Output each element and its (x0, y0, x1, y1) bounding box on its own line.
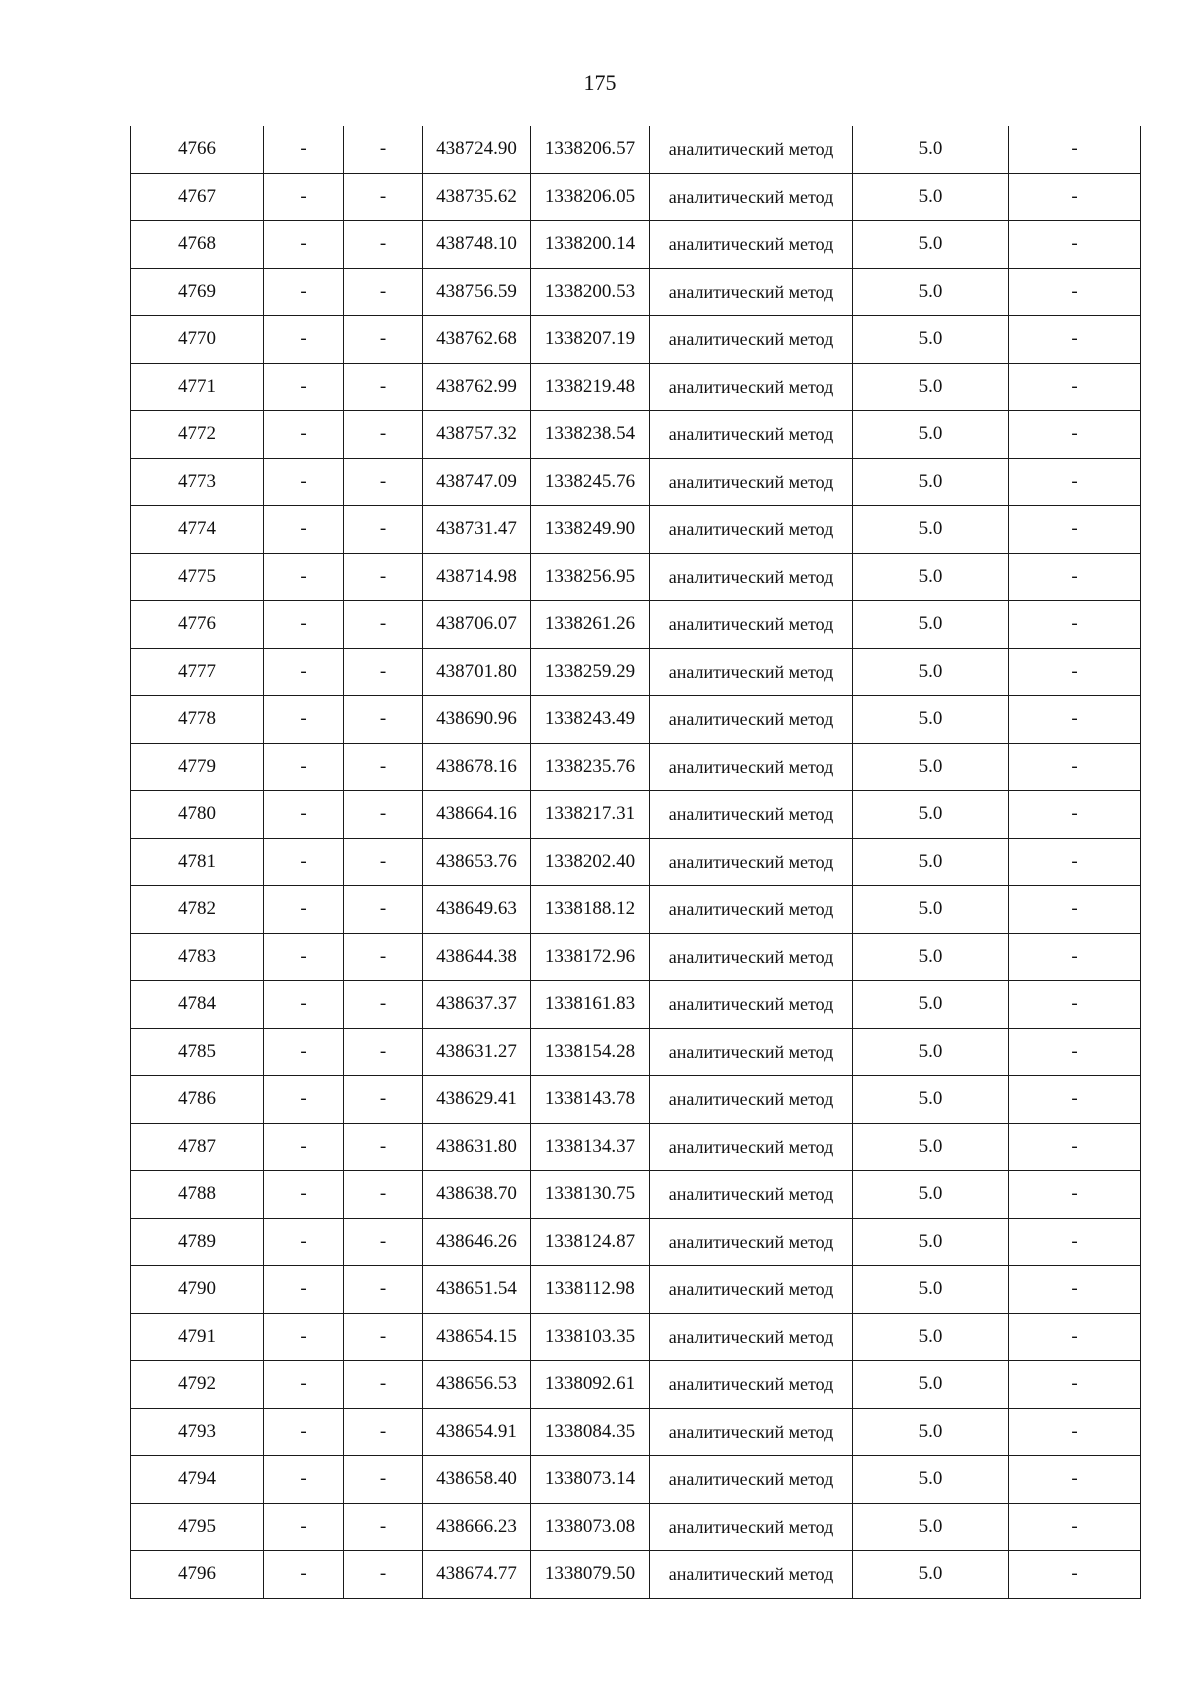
dash-cell: - (344, 1218, 423, 1266)
dash-cell: - (344, 696, 423, 744)
dash-cell: - (344, 1123, 423, 1171)
y-coordinate-cell: 1338243.49 (531, 696, 650, 744)
accuracy-cell: 5.0 (853, 743, 1009, 791)
x-coordinate-cell: 438690.96 (423, 696, 531, 744)
point-number-cell: 4781 (131, 838, 264, 886)
y-coordinate-cell: 1338079.50 (531, 1551, 650, 1599)
dash-cell: - (264, 268, 344, 316)
accuracy-cell: 5.0 (853, 221, 1009, 269)
accuracy-cell: 5.0 (853, 316, 1009, 364)
y-coordinate-cell: 1338259.29 (531, 648, 650, 696)
dash-cell: - (264, 838, 344, 886)
table-row (131, 221, 1141, 269)
dash-cell: - (1009, 1313, 1141, 1361)
dash-cell: - (1009, 458, 1141, 506)
method-cell: аналитический метод (650, 1551, 853, 1599)
table-row (131, 648, 1141, 696)
x-coordinate-cell: 438651.54 (423, 1266, 531, 1314)
dash-cell: - (264, 696, 344, 744)
point-number-cell: 4782 (131, 886, 264, 934)
dash-cell: - (1009, 221, 1141, 269)
point-number-cell: 4796 (131, 1551, 264, 1599)
method-cell: аналитический метод (650, 506, 853, 554)
dash-cell: - (1009, 1218, 1141, 1266)
method-cell: аналитический метод (650, 1503, 853, 1551)
dash-cell: - (1009, 126, 1141, 173)
accuracy-cell: 5.0 (853, 1123, 1009, 1171)
dash-cell: - (1009, 1266, 1141, 1314)
accuracy-cell: 5.0 (853, 1218, 1009, 1266)
table-row (131, 363, 1141, 411)
method-cell: аналитический метод (650, 411, 853, 459)
y-coordinate-cell: 1338172.96 (531, 933, 650, 981)
point-number-cell: 4774 (131, 506, 264, 554)
dash-cell: - (344, 1313, 423, 1361)
point-number-cell: 4787 (131, 1123, 264, 1171)
y-coordinate-cell: 1338188.12 (531, 886, 650, 934)
table-row (131, 411, 1141, 459)
x-coordinate-cell: 438756.59 (423, 268, 531, 316)
dash-cell: - (1009, 648, 1141, 696)
x-coordinate-cell: 438724.90 (423, 126, 531, 173)
table-row (131, 173, 1141, 221)
accuracy-cell: 5.0 (853, 1551, 1009, 1599)
dash-cell: - (1009, 1028, 1141, 1076)
dash-cell: - (344, 363, 423, 411)
dash-cell: - (344, 1171, 423, 1219)
accuracy-cell: 5.0 (853, 1361, 1009, 1409)
table-row (131, 1266, 1141, 1314)
dash-cell: - (264, 1028, 344, 1076)
accuracy-cell: 5.0 (853, 933, 1009, 981)
dash-cell: - (1009, 1076, 1141, 1124)
table-row (131, 458, 1141, 506)
dash-cell: - (264, 1123, 344, 1171)
dash-cell: - (344, 981, 423, 1029)
dash-cell: - (1009, 886, 1141, 934)
table-row (131, 506, 1141, 554)
y-coordinate-cell: 1338219.48 (531, 363, 650, 411)
dash-cell: - (344, 126, 423, 173)
dash-cell: - (264, 1171, 344, 1219)
point-number-cell: 4783 (131, 933, 264, 981)
x-coordinate-cell: 438747.09 (423, 458, 531, 506)
table-row (131, 743, 1141, 791)
dash-cell: - (344, 791, 423, 839)
accuracy-cell: 5.0 (853, 791, 1009, 839)
x-coordinate-cell: 438762.99 (423, 363, 531, 411)
dash-cell: - (344, 1408, 423, 1456)
dash-cell: - (1009, 838, 1141, 886)
x-coordinate-cell: 438674.77 (423, 1551, 531, 1599)
table-row (131, 1028, 1141, 1076)
table-row (131, 126, 1141, 173)
accuracy-cell: 5.0 (853, 1456, 1009, 1504)
dash-cell: - (1009, 1408, 1141, 1456)
dash-cell: - (344, 1028, 423, 1076)
dash-cell: - (264, 173, 344, 221)
dash-cell: - (344, 1503, 423, 1551)
table-row (131, 601, 1141, 649)
point-number-cell: 4778 (131, 696, 264, 744)
method-cell: аналитический метод (650, 458, 853, 506)
dash-cell: - (264, 553, 344, 601)
accuracy-cell: 5.0 (853, 838, 1009, 886)
method-cell: аналитический метод (650, 553, 853, 601)
accuracy-cell: 5.0 (853, 648, 1009, 696)
method-cell: аналитический метод (650, 173, 853, 221)
accuracy-cell: 5.0 (853, 981, 1009, 1029)
dash-cell: - (264, 411, 344, 459)
y-coordinate-cell: 1338084.35 (531, 1408, 650, 1456)
y-coordinate-cell: 1338161.83 (531, 981, 650, 1029)
dash-cell: - (264, 933, 344, 981)
dash-cell: - (344, 458, 423, 506)
table-row (131, 1218, 1141, 1266)
table-row (131, 933, 1141, 981)
dash-cell: - (264, 601, 344, 649)
table-body (131, 126, 1141, 1598)
dash-cell: - (1009, 791, 1141, 839)
table-row (131, 268, 1141, 316)
y-coordinate-cell: 1338238.54 (531, 411, 650, 459)
point-number-cell: 4789 (131, 1218, 264, 1266)
y-coordinate-cell: 1338154.28 (531, 1028, 650, 1076)
method-cell: аналитический метод (650, 648, 853, 696)
point-number-cell: 4775 (131, 553, 264, 601)
x-coordinate-cell: 438658.40 (423, 1456, 531, 1504)
dash-cell: - (264, 1266, 344, 1314)
y-coordinate-cell: 1338073.08 (531, 1503, 650, 1551)
method-cell: аналитический метод (650, 1028, 853, 1076)
x-coordinate-cell: 438666.23 (423, 1503, 531, 1551)
table-row (131, 1551, 1141, 1599)
accuracy-cell: 5.0 (853, 601, 1009, 649)
dash-cell: - (264, 648, 344, 696)
x-coordinate-cell: 438757.32 (423, 411, 531, 459)
dash-cell: - (264, 363, 344, 411)
table-row (131, 1408, 1141, 1456)
method-cell: аналитический метод (650, 1361, 853, 1409)
accuracy-cell: 5.0 (853, 696, 1009, 744)
dash-cell: - (344, 553, 423, 601)
y-coordinate-cell: 1338235.76 (531, 743, 650, 791)
y-coordinate-cell: 1338256.95 (531, 553, 650, 601)
x-coordinate-cell: 438631.27 (423, 1028, 531, 1076)
accuracy-cell: 5.0 (853, 1266, 1009, 1314)
accuracy-cell: 5.0 (853, 1028, 1009, 1076)
dash-cell: - (344, 316, 423, 364)
y-coordinate-cell: 1338130.75 (531, 1171, 650, 1219)
y-coordinate-cell: 1338103.35 (531, 1313, 650, 1361)
point-number-cell: 4779 (131, 743, 264, 791)
dash-cell: - (264, 1361, 344, 1409)
dash-cell: - (344, 173, 423, 221)
table-row (131, 1171, 1141, 1219)
dash-cell: - (344, 886, 423, 934)
dash-cell: - (344, 221, 423, 269)
accuracy-cell: 5.0 (853, 1313, 1009, 1361)
table-row (131, 553, 1141, 601)
dash-cell: - (264, 1218, 344, 1266)
method-cell: аналитический метод (650, 1218, 853, 1266)
dash-cell: - (1009, 506, 1141, 554)
dash-cell: - (344, 743, 423, 791)
y-coordinate-cell: 1338143.78 (531, 1076, 650, 1124)
method-cell: аналитический метод (650, 933, 853, 981)
x-coordinate-cell: 438678.16 (423, 743, 531, 791)
point-number-cell: 4784 (131, 981, 264, 1029)
y-coordinate-cell: 1338200.53 (531, 268, 650, 316)
accuracy-cell: 5.0 (853, 126, 1009, 173)
table-row (131, 1456, 1141, 1504)
method-cell: аналитический метод (650, 696, 853, 744)
point-number-cell: 4785 (131, 1028, 264, 1076)
y-coordinate-cell: 1338073.14 (531, 1456, 650, 1504)
dash-cell: - (344, 1361, 423, 1409)
y-coordinate-cell: 1338207.19 (531, 316, 650, 364)
dash-cell: - (1009, 1551, 1141, 1599)
point-number-cell: 4794 (131, 1456, 264, 1504)
y-coordinate-cell: 1338112.98 (531, 1266, 650, 1314)
table-row (131, 1313, 1141, 1361)
point-number-cell: 4772 (131, 411, 264, 459)
method-cell: аналитический метод (650, 886, 853, 934)
y-coordinate-cell: 1338249.90 (531, 506, 650, 554)
x-coordinate-cell: 438638.70 (423, 1171, 531, 1219)
point-number-cell: 4769 (131, 268, 264, 316)
accuracy-cell: 5.0 (853, 553, 1009, 601)
x-coordinate-cell: 438714.98 (423, 553, 531, 601)
accuracy-cell: 5.0 (853, 1076, 1009, 1124)
method-cell: аналитический метод (650, 1408, 853, 1456)
table-row (131, 981, 1141, 1029)
y-coordinate-cell: 1338134.37 (531, 1123, 650, 1171)
dash-cell: - (344, 933, 423, 981)
dash-cell: - (264, 1551, 344, 1599)
dash-cell: - (264, 791, 344, 839)
dash-cell: - (1009, 1361, 1141, 1409)
dash-cell: - (1009, 601, 1141, 649)
method-cell: аналитический метод (650, 1313, 853, 1361)
table-row (131, 1123, 1141, 1171)
method-cell: аналитический метод (650, 126, 853, 173)
point-number-cell: 4768 (131, 221, 264, 269)
point-number-cell: 4770 (131, 316, 264, 364)
dash-cell: - (344, 1266, 423, 1314)
x-coordinate-cell: 438654.15 (423, 1313, 531, 1361)
y-coordinate-cell: 1338245.76 (531, 458, 650, 506)
method-cell: аналитический метод (650, 838, 853, 886)
y-coordinate-cell: 1338217.31 (531, 791, 650, 839)
point-number-cell: 4767 (131, 173, 264, 221)
method-cell: аналитический метод (650, 1266, 853, 1314)
dash-cell: - (344, 838, 423, 886)
accuracy-cell: 5.0 (853, 1171, 1009, 1219)
x-coordinate-cell: 438646.26 (423, 1218, 531, 1266)
table-row (131, 886, 1141, 934)
x-coordinate-cell: 438649.63 (423, 886, 531, 934)
table-row (131, 696, 1141, 744)
x-coordinate-cell: 438656.53 (423, 1361, 531, 1409)
dash-cell: - (264, 743, 344, 791)
accuracy-cell: 5.0 (853, 506, 1009, 554)
dash-cell: - (1009, 553, 1141, 601)
y-coordinate-cell: 1338200.14 (531, 221, 650, 269)
y-coordinate-cell: 1338202.40 (531, 838, 650, 886)
accuracy-cell: 5.0 (853, 886, 1009, 934)
dash-cell: - (1009, 316, 1141, 364)
dash-cell: - (344, 1076, 423, 1124)
dash-cell: - (1009, 1171, 1141, 1219)
x-coordinate-cell: 438762.68 (423, 316, 531, 364)
point-number-cell: 4777 (131, 648, 264, 696)
dash-cell: - (344, 411, 423, 459)
dash-cell: - (264, 506, 344, 554)
coordinates-table (130, 126, 1141, 1599)
accuracy-cell: 5.0 (853, 363, 1009, 411)
dash-cell: - (1009, 696, 1141, 744)
dash-cell: - (264, 1456, 344, 1504)
method-cell: аналитический метод (650, 221, 853, 269)
x-coordinate-cell: 438701.80 (423, 648, 531, 696)
x-coordinate-cell: 438631.80 (423, 1123, 531, 1171)
dash-cell: - (264, 221, 344, 269)
x-coordinate-cell: 438629.41 (423, 1076, 531, 1124)
table-row (131, 838, 1141, 886)
method-cell: аналитический метод (650, 1456, 853, 1504)
dash-cell: - (264, 1408, 344, 1456)
method-cell: аналитический метод (650, 791, 853, 839)
x-coordinate-cell: 438644.38 (423, 933, 531, 981)
dash-cell: - (264, 1503, 344, 1551)
x-coordinate-cell: 438653.76 (423, 838, 531, 886)
method-cell: аналитический метод (650, 1076, 853, 1124)
dash-cell: - (264, 126, 344, 173)
dash-cell: - (264, 886, 344, 934)
method-cell: аналитический метод (650, 1171, 853, 1219)
method-cell: аналитический метод (650, 601, 853, 649)
dash-cell: - (344, 1551, 423, 1599)
dash-cell: - (1009, 363, 1141, 411)
dash-cell: - (264, 1076, 344, 1124)
dash-cell: - (1009, 1503, 1141, 1551)
accuracy-cell: 5.0 (853, 1408, 1009, 1456)
x-coordinate-cell: 438748.10 (423, 221, 531, 269)
dash-cell: - (1009, 933, 1141, 981)
y-coordinate-cell: 1338261.26 (531, 601, 650, 649)
dash-cell: - (1009, 981, 1141, 1029)
point-number-cell: 4780 (131, 791, 264, 839)
dash-cell: - (344, 1456, 423, 1504)
accuracy-cell: 5.0 (853, 458, 1009, 506)
table-row (131, 1361, 1141, 1409)
dash-cell: - (1009, 1456, 1141, 1504)
accuracy-cell: 5.0 (853, 173, 1009, 221)
dash-cell: - (1009, 173, 1141, 221)
dash-cell: - (264, 458, 344, 506)
point-number-cell: 4771 (131, 363, 264, 411)
table-row (131, 791, 1141, 839)
y-coordinate-cell: 1338124.87 (531, 1218, 650, 1266)
x-coordinate-cell: 438731.47 (423, 506, 531, 554)
point-number-cell: 4791 (131, 1313, 264, 1361)
table-row (131, 316, 1141, 364)
point-number-cell: 4792 (131, 1361, 264, 1409)
dash-cell: - (1009, 268, 1141, 316)
point-number-cell: 4790 (131, 1266, 264, 1314)
point-number-cell: 4766 (131, 126, 264, 173)
point-number-cell: 4795 (131, 1503, 264, 1551)
dash-cell: - (264, 981, 344, 1029)
dash-cell: - (1009, 743, 1141, 791)
method-cell: аналитический метод (650, 363, 853, 411)
dash-cell: - (344, 601, 423, 649)
method-cell: аналитический метод (650, 743, 853, 791)
point-number-cell: 4773 (131, 458, 264, 506)
method-cell: аналитический метод (650, 268, 853, 316)
x-coordinate-cell: 438706.07 (423, 601, 531, 649)
table-row (131, 1503, 1141, 1551)
y-coordinate-cell: 1338092.61 (531, 1361, 650, 1409)
point-number-cell: 4788 (131, 1171, 264, 1219)
x-coordinate-cell: 438735.62 (423, 173, 531, 221)
dash-cell: - (344, 268, 423, 316)
dash-cell: - (344, 648, 423, 696)
dash-cell: - (344, 506, 423, 554)
method-cell: аналитический метод (650, 981, 853, 1029)
dash-cell: - (1009, 411, 1141, 459)
point-number-cell: 4776 (131, 601, 264, 649)
y-coordinate-cell: 1338206.57 (531, 126, 650, 173)
accuracy-cell: 5.0 (853, 268, 1009, 316)
x-coordinate-cell: 438654.91 (423, 1408, 531, 1456)
x-coordinate-cell: 438664.16 (423, 791, 531, 839)
point-number-cell: 4786 (131, 1076, 264, 1124)
table-row (131, 1076, 1141, 1124)
point-number-cell: 4793 (131, 1408, 264, 1456)
dash-cell: - (1009, 1123, 1141, 1171)
y-coordinate-cell: 1338206.05 (531, 173, 650, 221)
method-cell: аналитический метод (650, 1123, 853, 1171)
method-cell: аналитический метод (650, 316, 853, 364)
page-number: 175 (583, 70, 617, 95)
dash-cell: - (264, 316, 344, 364)
accuracy-cell: 5.0 (853, 1503, 1009, 1551)
accuracy-cell: 5.0 (853, 411, 1009, 459)
dash-cell: - (264, 1313, 344, 1361)
x-coordinate-cell: 438637.37 (423, 981, 531, 1029)
